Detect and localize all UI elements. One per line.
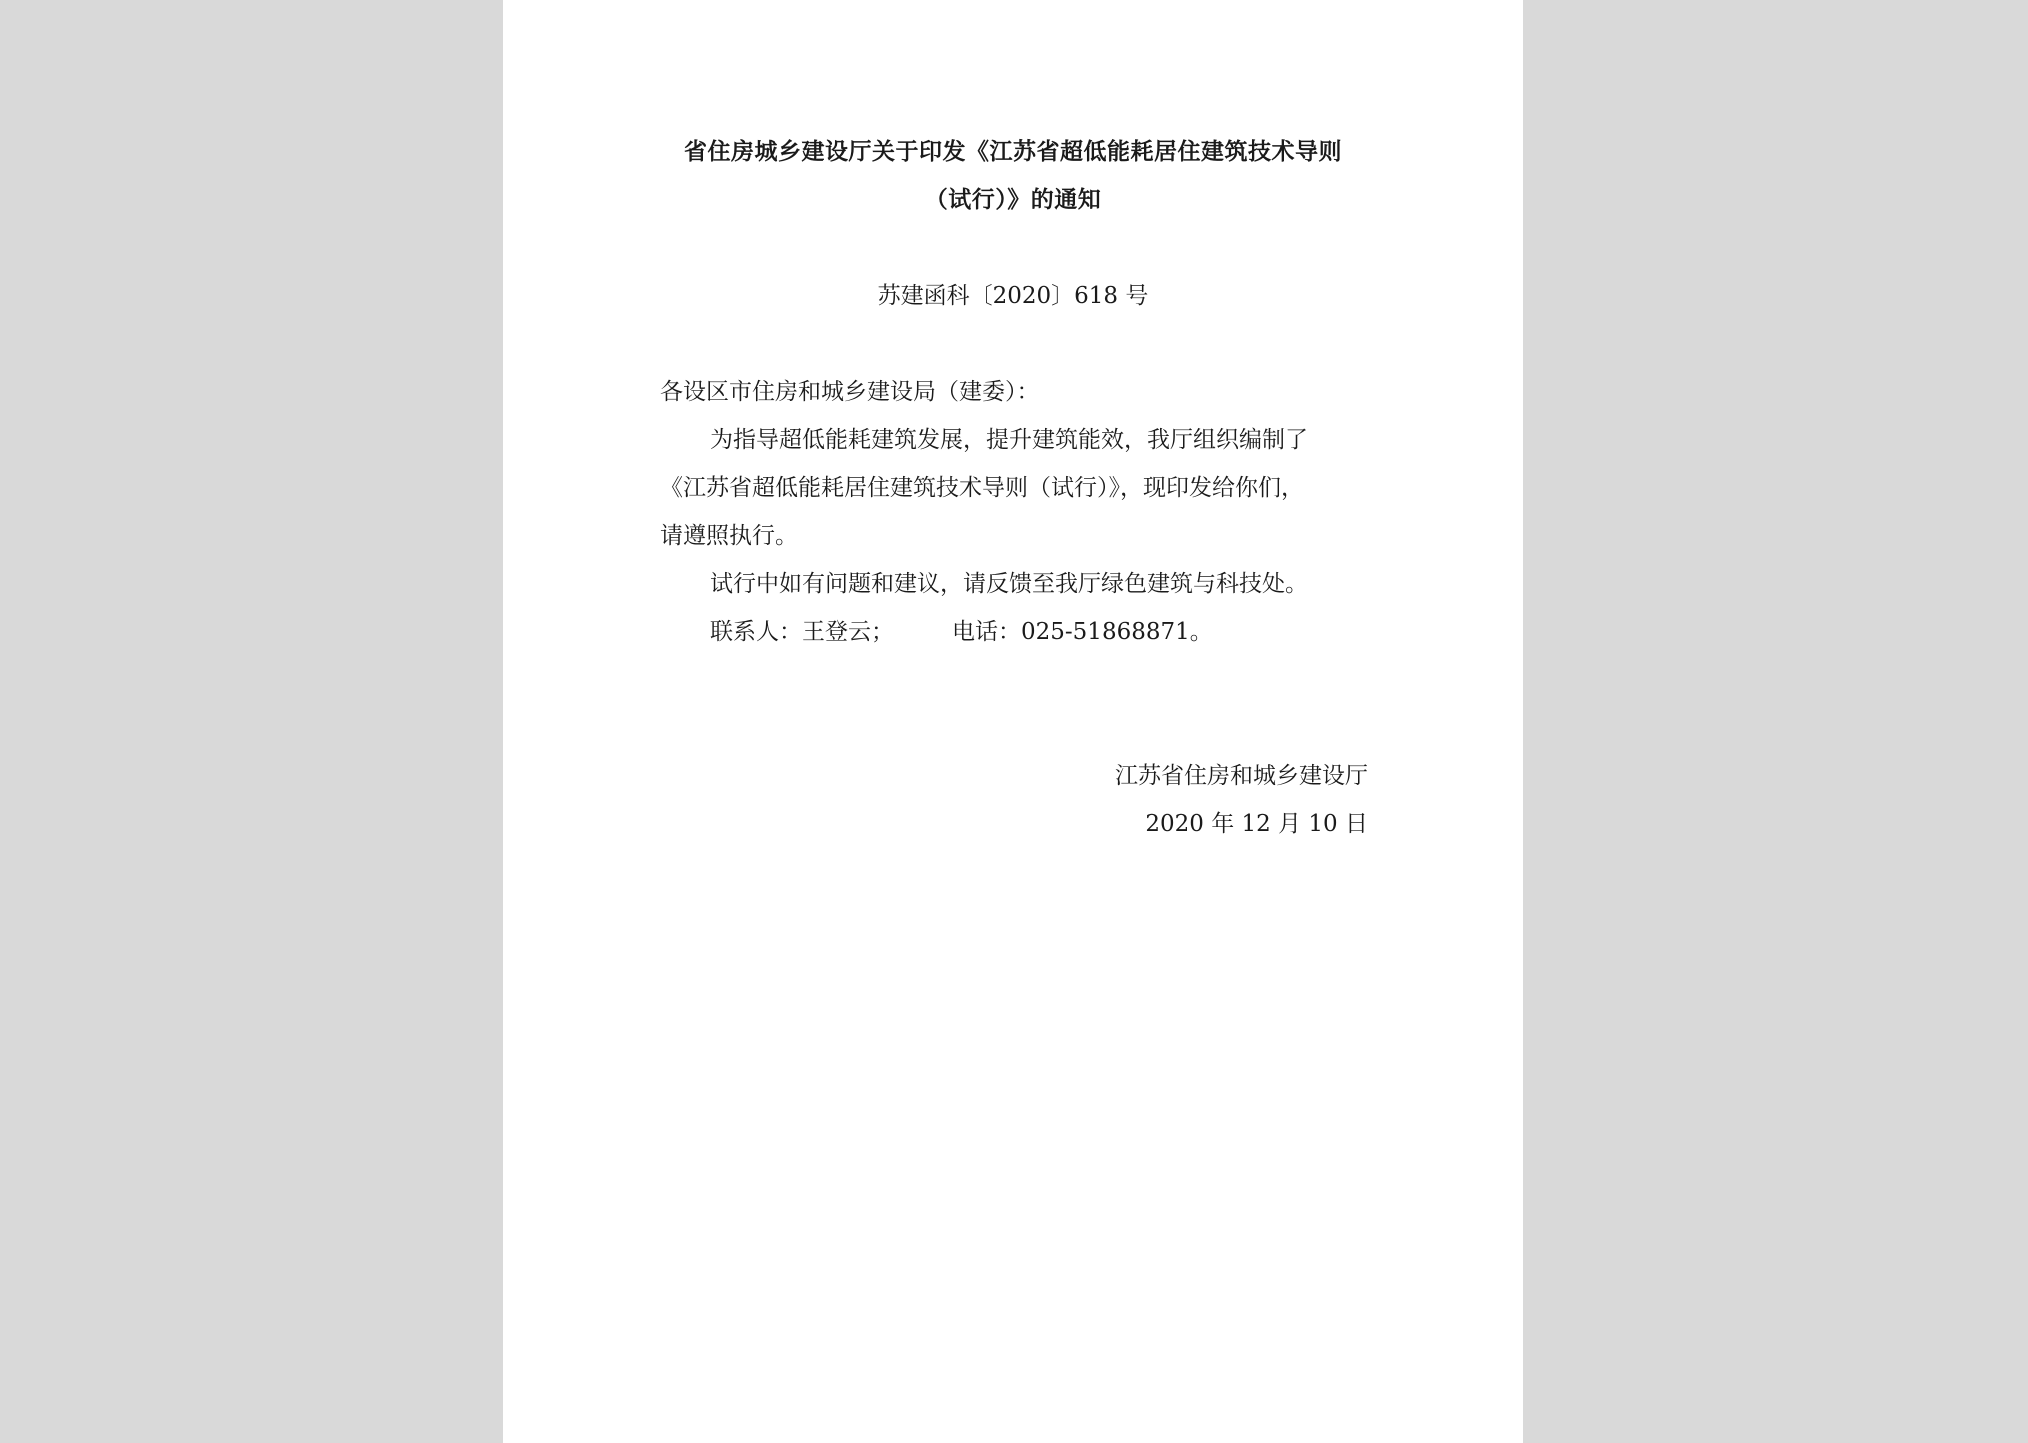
paragraph-2: 试行中如有问题和建议，请反馈至我厅绿色建筑与科技处。 — [710, 571, 1308, 597]
contact-line — [710, 617, 1213, 647]
document-number: 苏建函科〔2020〕618 号 — [877, 283, 1149, 309]
paragraph-1-line-2: 《江苏省超低能耗居住建筑技术导则（试行）》，现印发给你们， — [660, 475, 1304, 501]
paragraph-1-line-3: 请遵照执行。 — [660, 523, 798, 549]
salutation: 各设区市住房和城乡建设局（建委）： — [660, 379, 1040, 405]
signatory: 江苏省住房和城乡建设厅 — [1115, 763, 1368, 789]
contact-phone: 电话：025-51868871。 — [952, 619, 1213, 645]
document-title-line-1: 省住房城乡建设厅关于印发《江苏省超低能耗居住建筑技术导则 — [684, 139, 1342, 165]
contact-person: 联系人：王登云； — [710, 619, 894, 645]
document-title-line-2: （试行）》的通知 — [924, 187, 1102, 213]
document-page — [503, 0, 1523, 1443]
paragraph-1-line-1: 为指导超低能耗建筑发展，提升建筑能效，我厅组织编制了 — [710, 427, 1308, 453]
document-date: 2020 年 12 月 10 日 — [1145, 811, 1368, 837]
